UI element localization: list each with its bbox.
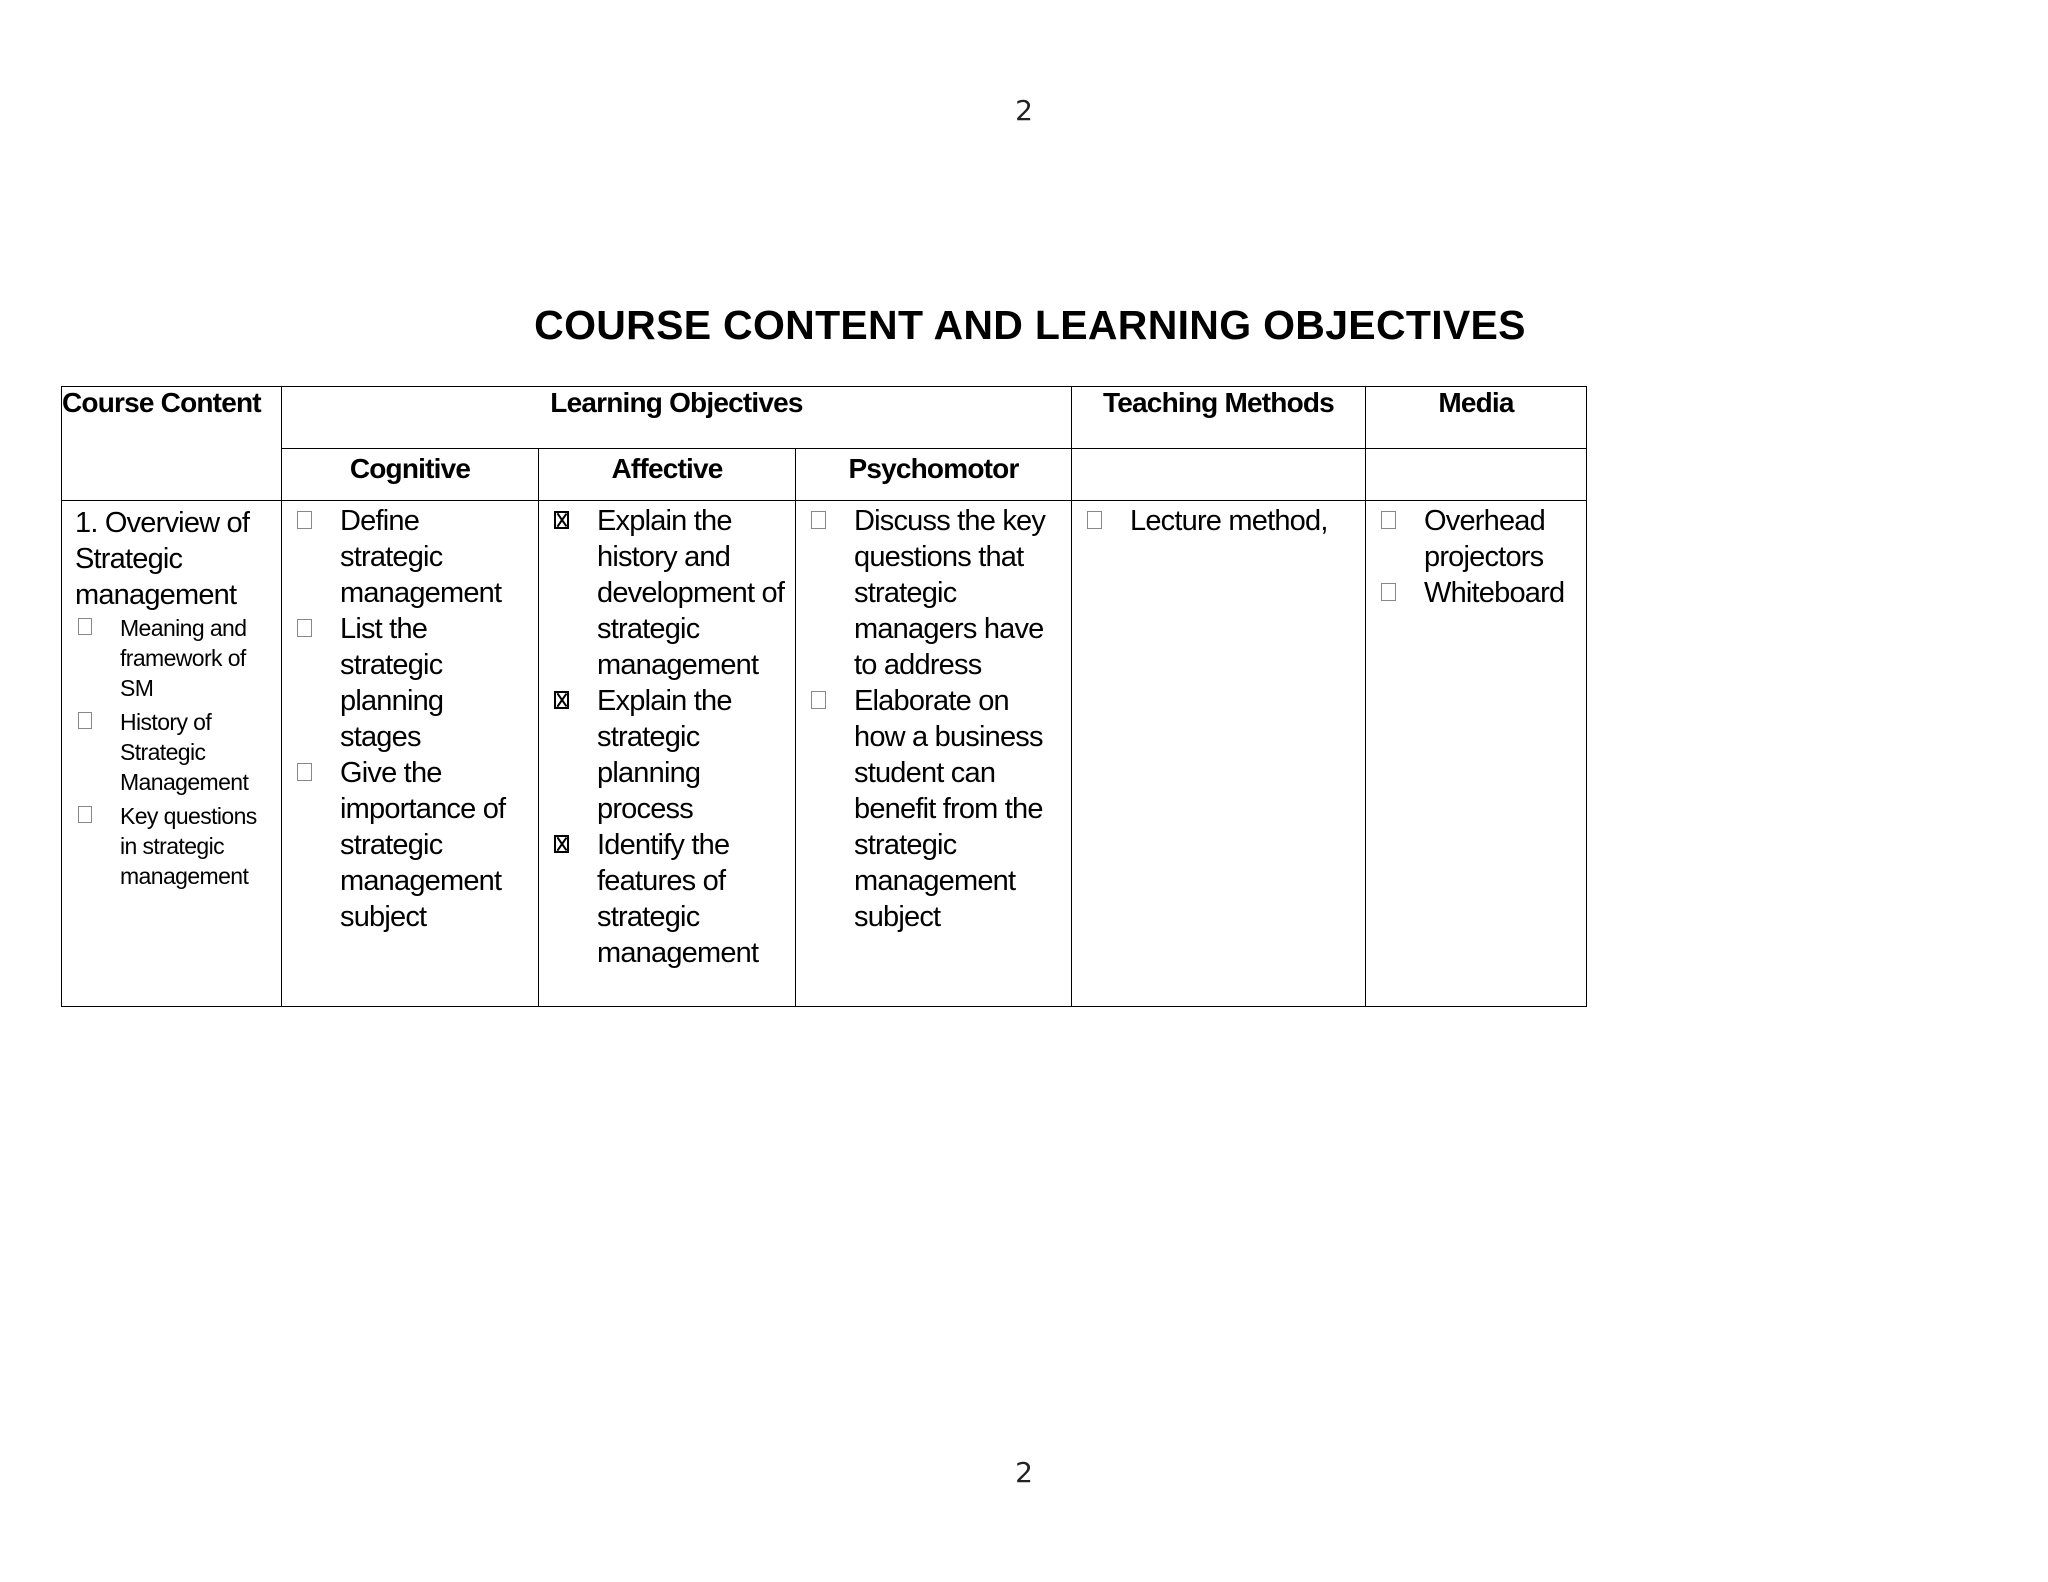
list-item-text: History of Strategic Management	[120, 709, 249, 795]
list-item	[75, 613, 271, 703]
cell-psychomotor	[796, 501, 1072, 1007]
checkbox-icon	[297, 763, 312, 781]
checkbox-icon	[1381, 511, 1396, 529]
list-item	[295, 755, 528, 935]
list-item-text: Give the importance of strategic management subject	[340, 757, 506, 933]
header-course-content: Course Content	[62, 387, 282, 501]
list-item	[1085, 503, 1355, 539]
header-psychomotor: Psychomotor	[796, 449, 1072, 501]
list-item-text: Explain the strategic planning process	[597, 685, 732, 825]
list-item	[809, 503, 1061, 683]
checkbox-icon	[78, 618, 92, 635]
checkbox-icon	[811, 511, 826, 529]
list-item-text: Define strategic management	[340, 505, 502, 609]
list-item-text: Explain the history and development of strategic management	[597, 505, 785, 681]
cell-media	[1366, 501, 1587, 1007]
list-item-text: Lecture method,	[1130, 505, 1328, 537]
checkbox-icon	[1381, 583, 1396, 601]
checkbox-icon	[297, 619, 312, 637]
list-item-text: Overhead projectors	[1424, 505, 1545, 573]
subheader-row	[62, 449, 1587, 501]
checkbox-icon	[78, 712, 92, 729]
header-teaching-methods: Teaching Methods	[1072, 387, 1366, 449]
cell-affective	[539, 501, 796, 1007]
header-media-empty	[1366, 449, 1587, 501]
list-item	[295, 611, 528, 755]
list-item-text: List the strategic planning stages	[340, 613, 444, 753]
page-number-top: 2	[1015, 94, 1033, 127]
header-learning-objectives: Learning Objectives	[282, 387, 1072, 449]
list-item	[75, 707, 271, 797]
cognitive-list	[295, 503, 528, 935]
cell-course-content	[62, 501, 282, 1007]
cell-cognitive	[282, 501, 539, 1007]
checkbox-icon	[78, 806, 92, 823]
header-cognitive: Cognitive	[282, 449, 539, 501]
list-item	[295, 503, 528, 611]
course-content-title: 1. Overview of Strategic management	[75, 507, 250, 611]
x-box-icon	[554, 835, 569, 853]
page-title: COURSE CONTENT AND LEARNING OBJECTIVES	[534, 302, 1526, 348]
header-teaching-methods-empty	[1072, 449, 1366, 501]
x-box-icon	[554, 511, 569, 529]
media-list	[1379, 503, 1576, 611]
teaching-methods-list	[1085, 503, 1355, 539]
x-box-icon	[554, 691, 569, 709]
list-item-text: Elaborate on how a business student can benefit from the strategic management subject	[854, 685, 1043, 933]
list-item	[75, 801, 271, 891]
course-content-list	[75, 613, 271, 891]
table-row	[62, 501, 1587, 1007]
psychomotor-list	[809, 503, 1061, 935]
list-item	[1379, 575, 1576, 611]
list-item-text: Identify the features of strategic management	[597, 829, 759, 969]
page-number-bottom: 2	[1015, 1456, 1033, 1489]
list-item-text: Key questions in strategic management	[120, 803, 257, 889]
header-media: Media	[1366, 387, 1587, 449]
header-row	[62, 387, 1587, 449]
list-item-text: Discuss the key questions that strategic managers have to address	[854, 505, 1046, 681]
checkbox-icon	[297, 511, 312, 529]
list-item	[1379, 503, 1576, 575]
list-item	[552, 503, 785, 683]
header-affective: Affective	[539, 449, 796, 501]
course-objectives-table	[61, 386, 1587, 1007]
cell-teaching-methods	[1072, 501, 1366, 1007]
list-item-text: Meaning and framework of SM	[120, 615, 247, 701]
list-item	[552, 827, 785, 971]
list-item	[552, 683, 785, 827]
checkbox-icon	[811, 691, 826, 709]
affective-list	[552, 503, 785, 971]
list-item	[809, 683, 1061, 935]
list-item-text: Whiteboard	[1424, 577, 1565, 609]
checkbox-icon	[1087, 511, 1102, 529]
